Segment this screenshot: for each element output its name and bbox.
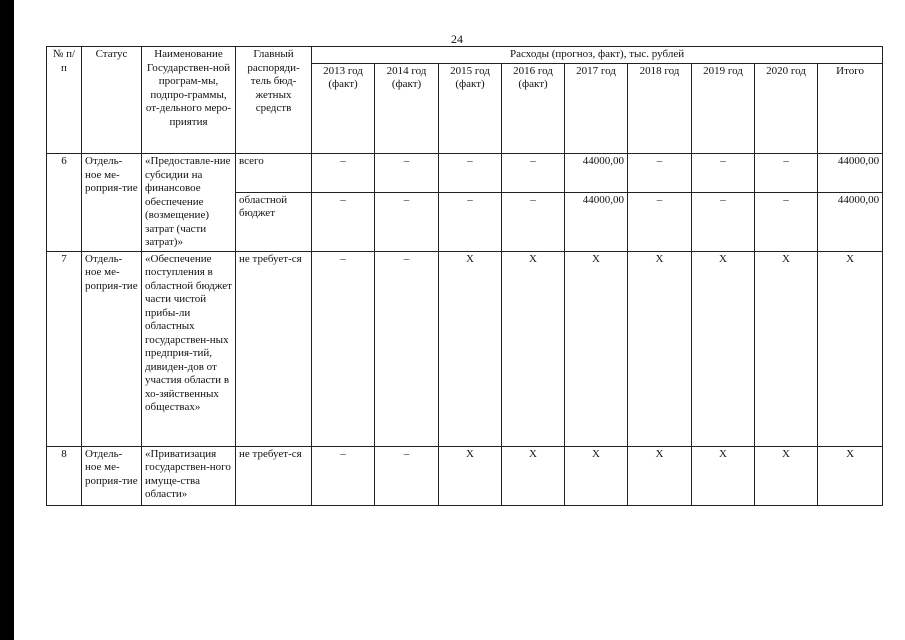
value-cell: Х xyxy=(692,251,755,446)
table-row xyxy=(47,251,883,446)
value-cell: 44000,00 xyxy=(818,192,883,251)
value-cell: – xyxy=(312,154,375,193)
value-cell: – xyxy=(375,192,439,251)
value-cell: – xyxy=(375,251,439,446)
value-cell: – xyxy=(375,154,439,193)
value-cell: 44000,00 xyxy=(818,154,883,193)
row-name: «Обеспечение поступления в областной бюджет части чистой прибы-ли областных государствен-ных предприя-тий, дивиден-дов от участия области в хо-зяйственных обществах» xyxy=(142,251,236,446)
row-status: Отдель-ное ме-роприя-тие xyxy=(82,154,142,252)
value-cell: – xyxy=(628,192,692,251)
value-cell: – xyxy=(755,192,818,251)
header-year: 2016 год (факт) xyxy=(502,63,565,154)
header-year: 2020 год xyxy=(755,63,818,154)
header-year: 2017 год xyxy=(565,63,628,154)
value-cell: – xyxy=(312,251,375,446)
value-cell: Х xyxy=(818,251,883,446)
value-cell: Х xyxy=(755,251,818,446)
header-year: Итого xyxy=(818,63,883,154)
row-admin: не требует-ся xyxy=(236,446,312,505)
value-cell: Х xyxy=(755,446,818,505)
value-cell: Х xyxy=(502,446,565,505)
row-name: «Предоставле-ние субсидии на финансовое обеспечение (возмещение) затрат (части затрат)» xyxy=(142,154,236,252)
header-year: 2013 год (факт) xyxy=(312,63,375,154)
header-name: Наименование Государствен-ной програм-мы, подпро-граммы, от-дельного меро-приятия xyxy=(142,47,236,154)
value-cell: – xyxy=(312,446,375,505)
value-cell: – xyxy=(502,154,565,193)
value-cell: Х xyxy=(818,446,883,505)
value-cell: 44000,00 xyxy=(565,154,628,193)
value-cell: – xyxy=(439,154,502,193)
table-row xyxy=(47,446,883,505)
value-cell: Х xyxy=(439,251,502,446)
header-admin: Главный распоряди-тель бюд-жетных средств xyxy=(236,47,312,154)
value-cell: 44000,00 xyxy=(565,192,628,251)
scan-edge-bar xyxy=(0,0,14,640)
header-year: 2018 год xyxy=(628,63,692,154)
value-cell: – xyxy=(692,154,755,193)
value-cell: – xyxy=(628,154,692,193)
value-cell: Х xyxy=(439,446,502,505)
value-cell: – xyxy=(502,192,565,251)
page-number: 24 xyxy=(451,32,463,46)
value-cell: Х xyxy=(692,446,755,505)
value-cell: Х xyxy=(565,446,628,505)
value-cell: – xyxy=(439,192,502,251)
row-status: Отдель-ное ме-роприя-тие xyxy=(82,446,142,505)
table-row xyxy=(47,154,883,193)
value-cell: Х xyxy=(628,251,692,446)
row-num: 7 xyxy=(47,251,82,446)
value-cell: – xyxy=(692,192,755,251)
value-cell: – xyxy=(312,192,375,251)
header-num: № п/п xyxy=(47,47,82,154)
value-cell: Х xyxy=(502,251,565,446)
value-cell: – xyxy=(375,446,439,505)
row-num: 8 xyxy=(47,446,82,505)
value-cell: Х xyxy=(565,251,628,446)
value-cell: – xyxy=(755,154,818,193)
row-admin: не требует-ся xyxy=(236,251,312,446)
header-year: 2014 год (факт) xyxy=(375,63,439,154)
row-status: Отдель-ное ме-роприя-тие xyxy=(82,251,142,446)
header-row xyxy=(47,47,883,64)
row-admin: всего xyxy=(236,154,312,193)
expenses-table xyxy=(46,46,883,506)
value-cell: Х xyxy=(628,446,692,505)
header-expenses: Расходы (прогноз, факт), тыс. рублей xyxy=(312,47,883,64)
row-name: «Приватизация государствен-ного имуще-ства области» xyxy=(142,446,236,505)
header-year: 2015 год (факт) xyxy=(439,63,502,154)
header-status: Статус xyxy=(82,47,142,154)
row-admin: областной бюджет xyxy=(236,192,312,251)
row-num: 6 xyxy=(47,154,82,252)
header-year: 2019 год xyxy=(692,63,755,154)
